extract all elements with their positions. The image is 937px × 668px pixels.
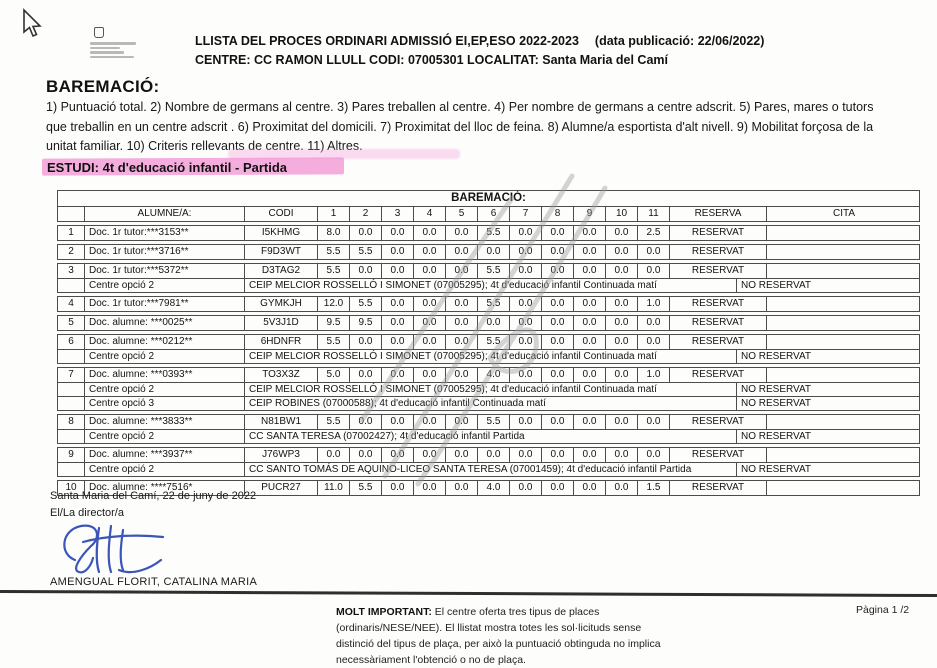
cita-cell bbox=[766, 316, 921, 330]
score-cell-6: 4.0 bbox=[477, 481, 509, 495]
score-cell-9: 0.0 bbox=[573, 415, 605, 429]
column-header-CITA: CITA bbox=[766, 207, 921, 221]
score-cell-4: 0.0 bbox=[413, 368, 445, 382]
codi-cell: N81BW1 bbox=[244, 415, 317, 429]
score-cell-3: 0.0 bbox=[381, 415, 413, 429]
note-line2: (ordinaris/NESE/NEE). El llistat mostra totes les sol·licituds sense bbox=[336, 622, 642, 634]
score-cell-11: 1.0 bbox=[637, 297, 669, 311]
score-cell-8: 0.0 bbox=[541, 368, 573, 382]
score-cell-4: 0.0 bbox=[413, 415, 445, 429]
score-cell-2: 0.0 bbox=[349, 448, 381, 462]
option-reserva-cell: NO RESERVAT bbox=[736, 430, 921, 443]
score-cell-7: 0.0 bbox=[509, 264, 541, 278]
score-cell-4: 0.0 bbox=[413, 297, 445, 311]
column-header-11: 11 bbox=[637, 207, 669, 221]
score-cell-8: 0.0 bbox=[541, 415, 573, 429]
score-cell-5: 0.0 bbox=[445, 448, 477, 462]
codi-cell: PUCR27 bbox=[244, 481, 317, 495]
option-label-cell: Centre opció 2 bbox=[84, 279, 244, 292]
table-row bbox=[57, 447, 920, 463]
column-header-RESERVA: RESERVA bbox=[669, 207, 766, 221]
reserva-cell: RESERVAT bbox=[669, 226, 766, 240]
option-detail-cell: CEIP MELCIOR ROSSELLÓ I SIMONET (07005295); 4t d'educació infantil Continuada matí bbox=[244, 383, 736, 396]
option-row bbox=[57, 278, 920, 293]
score-cell-2: 0.0 bbox=[349, 415, 381, 429]
score-cell-1: 12.0 bbox=[317, 297, 349, 311]
score-cell-5: 0.0 bbox=[445, 226, 477, 240]
score-cell-7: 0.0 bbox=[509, 481, 541, 495]
column-header-num bbox=[58, 207, 84, 221]
score-cell-7: 0.0 bbox=[509, 415, 541, 429]
score-cell-2: 0.0 bbox=[349, 264, 381, 278]
score-cell-10: 0.0 bbox=[605, 481, 637, 495]
score-cell-5: 0.0 bbox=[445, 368, 477, 382]
cita-cell bbox=[766, 297, 921, 311]
column-header-10: 10 bbox=[605, 207, 637, 221]
signer-role: El/La director/a bbox=[50, 507, 124, 519]
row-number: 4 bbox=[68, 298, 74, 309]
score-cell-10: 0.0 bbox=[605, 335, 637, 349]
score-cell-1: 5.5 bbox=[317, 415, 349, 429]
score-cell-9: 0.0 bbox=[573, 316, 605, 330]
score-cell-8: 0.0 bbox=[541, 245, 573, 259]
alumne-cell: Doc. 1r tutor:***3716** bbox=[84, 245, 244, 259]
cita-cell bbox=[766, 264, 921, 278]
score-cell-2: 5.5 bbox=[349, 245, 381, 259]
table-row-group bbox=[57, 414, 920, 444]
score-cell-3: 0.0 bbox=[381, 481, 413, 495]
score-cell-1: 5.5 bbox=[317, 264, 349, 278]
score-cell-3: 0.0 bbox=[381, 297, 413, 311]
score-cell-6: 5.5 bbox=[477, 335, 509, 349]
score-cell-8: 0.0 bbox=[541, 448, 573, 462]
alumne-cell: Doc. 1r tutor:***7981** bbox=[84, 297, 244, 311]
score-cell-7: 0.0 bbox=[509, 297, 541, 311]
table-row bbox=[57, 225, 920, 241]
option-reserva-cell: NO RESERVAT bbox=[736, 463, 921, 476]
reserva-cell: RESERVAT bbox=[669, 264, 766, 278]
option-label-cell: Centre opció 2 bbox=[84, 463, 244, 476]
table-row bbox=[57, 334, 920, 350]
option-detail-cell: CEIP MELCIOR ROSSELLÓ I SIMONET (07005295); 4t d'educació infantil Continuada matí bbox=[244, 350, 736, 363]
baremacio-heading: BAREMACIÓ: bbox=[46, 77, 160, 96]
score-cell-3: 0.0 bbox=[381, 368, 413, 382]
cita-cell bbox=[766, 245, 921, 259]
logo-smallprint bbox=[90, 42, 150, 58]
score-cell-10: 0.0 bbox=[605, 297, 637, 311]
column-header-5: 5 bbox=[445, 207, 477, 221]
score-cell-1: 5.5 bbox=[317, 335, 349, 349]
alumne-cell: Doc. alumne: ****7516* bbox=[84, 481, 244, 495]
place-date: Santa Maria del Camí, 22 de juny de 2022 bbox=[50, 490, 257, 502]
option-label-cell: Centre opció 2 bbox=[84, 383, 244, 396]
score-cell-5: 0.0 bbox=[445, 335, 477, 349]
note-bold: MOLT IMPORTANT: bbox=[336, 606, 432, 618]
score-cell-3: 0.0 bbox=[381, 226, 413, 240]
score-cell-6: 0.0 bbox=[477, 448, 509, 462]
score-cell-9: 0.0 bbox=[573, 226, 605, 240]
row-number: 5 bbox=[68, 317, 74, 328]
score-cell-9: 0.0 bbox=[573, 368, 605, 382]
reserva-cell: RESERVAT bbox=[669, 368, 766, 382]
score-cell-5: 0.0 bbox=[445, 316, 477, 330]
option-row bbox=[57, 396, 920, 411]
mouse-cursor-icon bbox=[20, 8, 44, 40]
score-cell-4: 0.0 bbox=[413, 335, 445, 349]
score-cell-3: 0.0 bbox=[381, 335, 413, 349]
score-cell-6: 5.5 bbox=[477, 264, 509, 278]
table-row bbox=[57, 244, 920, 260]
codi-cell: 5V3J1D bbox=[244, 316, 317, 330]
row-number: 3 bbox=[68, 265, 74, 276]
score-cell-1: 5.5 bbox=[317, 245, 349, 259]
score-cell-10: 0.0 bbox=[605, 264, 637, 278]
score-cell-6: 5.5 bbox=[477, 297, 509, 311]
score-cell-4: 0.0 bbox=[413, 481, 445, 495]
codi-cell: 6HDNFR bbox=[244, 335, 317, 349]
score-cell-6: 5.5 bbox=[477, 415, 509, 429]
score-cell-9: 0.0 bbox=[573, 481, 605, 495]
header-line2: CENTRE: CC RAMON LLULL CODI: 07005301 LOCALITAT: Santa Maria del Camí bbox=[195, 53, 668, 67]
score-cell-8: 0.0 bbox=[541, 226, 573, 240]
baremacio-table bbox=[57, 190, 920, 496]
score-cell-5: 0.0 bbox=[445, 245, 477, 259]
score-cell-7: 0.0 bbox=[509, 368, 541, 382]
option-detail-cell: CC SANTO TOMÁS DE AQUINO-LICEO SANTA TERESA (07001459); 4t d'educació infantil Partida bbox=[244, 463, 736, 476]
score-cell-9: 0.0 bbox=[573, 297, 605, 311]
score-cell-11: 0.0 bbox=[637, 448, 669, 462]
reserva-cell: RESERVAT bbox=[669, 316, 766, 330]
coat-of-arms-icon bbox=[94, 27, 104, 38]
signer-name: AMENGUAL FLORIT, CATALINA MARIA bbox=[50, 576, 258, 588]
column-header-6: 6 bbox=[477, 207, 509, 221]
table-row bbox=[57, 296, 920, 312]
reserva-cell: RESERVAT bbox=[669, 335, 766, 349]
score-cell-4: 0.0 bbox=[413, 245, 445, 259]
option-label-cell: Centre opció 2 bbox=[84, 430, 244, 443]
column-header-CODI: CODI bbox=[244, 207, 317, 221]
option-row bbox=[57, 462, 920, 477]
score-cell-10: 0.0 bbox=[605, 448, 637, 462]
table-column-header bbox=[57, 206, 920, 222]
score-cell-5: 0.0 bbox=[445, 264, 477, 278]
alumne-cell: Doc. alumne: ***3833** bbox=[84, 415, 244, 429]
score-cell-1: 9.5 bbox=[317, 316, 349, 330]
option-reserva-cell: NO RESERVAT bbox=[736, 383, 921, 396]
option-label-cell: Centre opció 2 bbox=[84, 350, 244, 363]
cita-cell bbox=[766, 368, 921, 382]
alumne-cell: Doc. alumne: ***0025** bbox=[84, 316, 244, 330]
score-cell-7: 0.0 bbox=[509, 316, 541, 330]
row-number: 2 bbox=[68, 246, 74, 257]
option-reserva-cell: NO RESERVAT bbox=[736, 397, 921, 410]
row-number: 8 bbox=[68, 416, 74, 427]
estudi-label: ESTUDI: 4t d'educació infantil - Partida bbox=[47, 160, 288, 175]
score-cell-7: 0.0 bbox=[509, 448, 541, 462]
score-cell-8: 0.0 bbox=[541, 335, 573, 349]
option-detail-cell: CEIP MELCIOR ROSSELLÓ I SIMONET (07005295); 4t d'educació infantil Continuada matí bbox=[244, 279, 736, 292]
cita-cell bbox=[766, 335, 921, 349]
table-row-group bbox=[57, 225, 920, 241]
column-header-7: 7 bbox=[509, 207, 541, 221]
row-number: 1 bbox=[68, 227, 74, 238]
table-row-group bbox=[57, 334, 920, 364]
note-line4: necessàriament l'obtenció o no de plaça. bbox=[336, 654, 526, 666]
cita-cell bbox=[766, 415, 921, 429]
score-cell-11: 0.0 bbox=[637, 415, 669, 429]
score-cell-5: 0.0 bbox=[445, 415, 477, 429]
column-header-ALUMNE/A:: ALUMNE/A: bbox=[84, 207, 244, 221]
score-cell-1: 8.0 bbox=[317, 226, 349, 240]
score-cell-2: 9.5 bbox=[349, 316, 381, 330]
baremacio-criteria: 1) Puntuació total. 2) Nombre de germans al centre. 3) Pares treballen al centre. 4) Per nombre de germans a centre adscrit. 5) Pares, mares o tutors que treballin en un centre adscrit . 6) Proximitat del domicili. 7) Proximitat del lloc de feina. 8) Alumne/a esportista d'alt nivell. 9) Mobilitat forçosa de la unitat familiar. 10) Criteris rellevants de centre. 11) Altres. bbox=[46, 100, 874, 153]
option-detail-cell: CC SANTA TERESA (07002427); 4t d'educació infantil Partida bbox=[244, 430, 736, 443]
column-header-3: 3 bbox=[381, 207, 413, 221]
score-cell-3: 0.0 bbox=[381, 245, 413, 259]
score-cell-9: 0.0 bbox=[573, 245, 605, 259]
score-cell-2: 0.0 bbox=[349, 226, 381, 240]
score-cell-3: 0.0 bbox=[381, 448, 413, 462]
table-row-group bbox=[57, 367, 920, 411]
score-cell-3: 0.0 bbox=[381, 264, 413, 278]
score-cell-1: 0.0 bbox=[317, 448, 349, 462]
score-cell-7: 0.0 bbox=[509, 335, 541, 349]
score-cell-10: 0.0 bbox=[605, 245, 637, 259]
score-cell-10: 0.0 bbox=[605, 316, 637, 330]
option-reserva-cell: NO RESERVAT bbox=[736, 350, 921, 363]
table-row-group bbox=[57, 263, 920, 293]
page-number: Pàgina 1 /2 bbox=[856, 604, 910, 616]
score-cell-4: 0.0 bbox=[413, 448, 445, 462]
score-cell-8: 0.0 bbox=[541, 316, 573, 330]
header-line1 bbox=[195, 32, 915, 51]
score-cell-6: 0.0 bbox=[477, 245, 509, 259]
header-title: LLISTA DEL PROCES ORDINARI ADMISSIÓ EI,EP,ESO 2022-2023 bbox=[195, 34, 579, 48]
column-header-1: 1 bbox=[317, 207, 349, 221]
table-row-group bbox=[57, 447, 920, 477]
table-group-header bbox=[57, 190, 920, 207]
score-cell-2: 5.5 bbox=[349, 481, 381, 495]
score-cell-1: 11.0 bbox=[317, 481, 349, 495]
table-row-group bbox=[57, 315, 920, 331]
codi-cell: GYMKJH bbox=[244, 297, 317, 311]
score-cell-9: 0.0 bbox=[573, 448, 605, 462]
score-cell-5: 0.0 bbox=[445, 481, 477, 495]
score-cell-2: 5.5 bbox=[349, 297, 381, 311]
score-cell-10: 0.0 bbox=[605, 368, 637, 382]
score-cell-10: 0.0 bbox=[605, 415, 637, 429]
score-cell-6: 0.0 bbox=[477, 316, 509, 330]
score-cell-11: 2.5 bbox=[637, 226, 669, 240]
option-row bbox=[57, 349, 920, 364]
cita-cell bbox=[766, 448, 921, 462]
reserva-cell: RESERVAT bbox=[669, 481, 766, 495]
score-cell-10: 0.0 bbox=[605, 226, 637, 240]
reserva-cell: RESERVAT bbox=[669, 415, 766, 429]
score-cell-11: 0.0 bbox=[637, 316, 669, 330]
row-number: 10 bbox=[65, 482, 77, 493]
reserva-cell: RESERVAT bbox=[669, 448, 766, 462]
table-row bbox=[57, 367, 920, 383]
column-header-9: 9 bbox=[573, 207, 605, 221]
alumne-cell: Doc. 1r tutor:***3153** bbox=[84, 226, 244, 240]
signature bbox=[55, 516, 175, 580]
table-row-group bbox=[57, 244, 920, 260]
score-cell-8: 0.0 bbox=[541, 264, 573, 278]
column-header-8: 8 bbox=[541, 207, 573, 221]
codi-cell: F9D3WT bbox=[244, 245, 317, 259]
important-note bbox=[336, 604, 706, 668]
codi-cell: D3TAG2 bbox=[244, 264, 317, 278]
document-header bbox=[195, 32, 915, 70]
table-group-header-label: BAREMACIÓ: bbox=[451, 192, 526, 204]
reserva-cell: RESERVAT bbox=[669, 297, 766, 311]
alumne-cell: Doc. alumne: ***0212** bbox=[84, 335, 244, 349]
score-cell-4: 0.0 bbox=[413, 264, 445, 278]
codi-cell: J76WP3 bbox=[244, 448, 317, 462]
row-number: 9 bbox=[68, 449, 74, 460]
note-line3: distinció del tipus de plaça, per això la puntuació obtinguda no implica bbox=[336, 638, 661, 650]
scan-divider-line bbox=[0, 590, 937, 597]
score-cell-11: 1.5 bbox=[637, 481, 669, 495]
score-cell-7: 0.0 bbox=[509, 245, 541, 259]
estudi-line bbox=[44, 160, 287, 178]
score-cell-3: 0.0 bbox=[381, 316, 413, 330]
option-num-cell bbox=[58, 463, 84, 476]
table-row bbox=[57, 315, 920, 331]
govern-logo bbox=[90, 27, 150, 65]
score-cell-11: 0.0 bbox=[637, 335, 669, 349]
score-cell-9: 0.0 bbox=[573, 264, 605, 278]
publication-date: (data publicació: 22/06/2022) bbox=[594, 34, 765, 48]
row-number: 7 bbox=[68, 369, 74, 380]
table-row-group bbox=[57, 296, 920, 312]
score-cell-6: 4.0 bbox=[477, 368, 509, 382]
score-cell-2: 0.0 bbox=[349, 368, 381, 382]
cita-cell bbox=[766, 481, 921, 495]
score-cell-7: 0.0 bbox=[509, 226, 541, 240]
option-num-cell bbox=[58, 350, 84, 363]
alumne-cell: Doc. alumne: ***0393** bbox=[84, 368, 244, 382]
cita-cell bbox=[766, 226, 921, 240]
score-cell-11: 1.0 bbox=[637, 368, 669, 382]
table-row bbox=[57, 263, 920, 279]
score-cell-4: 0.0 bbox=[413, 316, 445, 330]
alumne-cell: Doc. alumne: ***3937** bbox=[84, 448, 244, 462]
reserva-cell: RESERVAT bbox=[669, 245, 766, 259]
score-cell-5: 0.0 bbox=[445, 297, 477, 311]
option-num-cell bbox=[58, 397, 84, 410]
option-row bbox=[57, 382, 920, 397]
option-num-cell bbox=[58, 383, 84, 396]
score-cell-9: 0.0 bbox=[573, 335, 605, 349]
score-cell-11: 0.0 bbox=[637, 245, 669, 259]
option-reserva-cell: NO RESERVAT bbox=[736, 279, 921, 292]
score-cell-2: 0.0 bbox=[349, 335, 381, 349]
option-detail-cell: CEIP ROBINES (07000588); 4t d'educació infantil Continuada matí bbox=[244, 397, 736, 410]
option-num-cell bbox=[58, 279, 84, 292]
codi-cell: TO3X3Z bbox=[244, 368, 317, 382]
row-number: 6 bbox=[68, 336, 74, 347]
option-row bbox=[57, 429, 920, 444]
column-header-4: 4 bbox=[413, 207, 445, 221]
score-cell-11: 0.0 bbox=[637, 264, 669, 278]
codi-cell: I5KHMG bbox=[244, 226, 317, 240]
column-header-2: 2 bbox=[349, 207, 381, 221]
option-label-cell: Centre opció 3 bbox=[84, 397, 244, 410]
alumne-cell: Doc. 1r tutor:***5372** bbox=[84, 264, 244, 278]
option-num-cell bbox=[58, 430, 84, 443]
score-cell-8: 0.0 bbox=[541, 481, 573, 495]
score-cell-8: 0.0 bbox=[541, 297, 573, 311]
table-row bbox=[57, 414, 920, 430]
score-cell-6: 5.5 bbox=[477, 226, 509, 240]
note-line1: El centre oferta tres tipus de places bbox=[431, 606, 600, 618]
score-cell-4: 0.0 bbox=[413, 226, 445, 240]
score-cell-1: 5.0 bbox=[317, 368, 349, 382]
